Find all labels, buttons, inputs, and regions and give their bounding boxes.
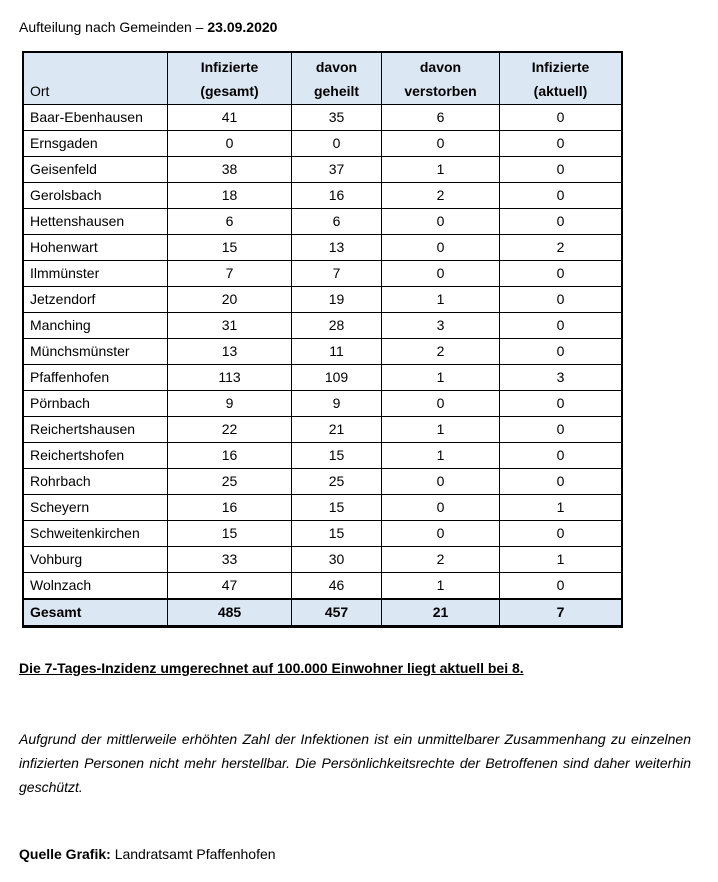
source-line <box>19 846 276 862</box>
total-deceased: 21 <box>382 599 500 626</box>
table-row <box>24 313 622 339</box>
table-row <box>24 573 622 600</box>
cell-recovered: 30 <box>292 547 382 573</box>
cell-infected-current: 0 <box>500 105 622 131</box>
cell-infected-current: 3 <box>500 365 622 391</box>
column-header-infected-total <box>168 53 292 105</box>
table-row <box>24 443 622 469</box>
source-value: Landratsamt Pfaffenhofen <box>110 846 276 862</box>
table-row <box>24 469 622 495</box>
cell-ort: Wolnzach <box>24 573 168 600</box>
cell-ort: Ilmmünster <box>24 261 168 287</box>
cell-ort: Scheyern <box>24 495 168 521</box>
cell-recovered: 109 <box>292 365 382 391</box>
table-row <box>24 261 622 287</box>
cell-infected-current: 0 <box>500 573 622 600</box>
cell-ort: Hohenwart <box>24 235 168 261</box>
cell-infected-total: 15 <box>168 521 292 547</box>
cell-deceased: 0 <box>382 521 500 547</box>
cell-recovered: 21 <box>292 417 382 443</box>
cell-deceased: 0 <box>382 391 500 417</box>
incidence-statement: Die 7-Tages-Inzidenz umgerechnet auf 100.000 Einwohner liegt aktuell bei 8. <box>19 660 524 676</box>
table-row <box>24 391 622 417</box>
cell-deceased: 1 <box>382 417 500 443</box>
cell-infected-total: 16 <box>168 495 292 521</box>
cell-recovered: 13 <box>292 235 382 261</box>
table-row <box>24 183 622 209</box>
cell-recovered: 16 <box>292 183 382 209</box>
cell-infected-total: 9 <box>168 391 292 417</box>
cell-infected-current: 0 <box>500 183 622 209</box>
cell-infected-total: 13 <box>168 339 292 365</box>
cell-infected-current: 0 <box>500 469 622 495</box>
cell-recovered: 35 <box>292 105 382 131</box>
cases-table <box>23 52 622 627</box>
cell-ort: Gerolsbach <box>24 183 168 209</box>
cell-infected-total: 7 <box>168 261 292 287</box>
cell-infected-total: 113 <box>168 365 292 391</box>
column-header-infected-current-line2: (aktuell) <box>533 82 588 99</box>
cell-ort: Reichertshausen <box>24 417 168 443</box>
cell-infected-current: 0 <box>500 131 622 157</box>
cell-infected-total: 0 <box>168 131 292 157</box>
cell-ort: Vohburg <box>24 547 168 573</box>
table-header-row <box>24 53 622 105</box>
cell-recovered: 15 <box>292 521 382 547</box>
column-header-infected-total-line2: (gesamt) <box>200 82 259 99</box>
cell-infected-total: 38 <box>168 157 292 183</box>
cell-recovered: 15 <box>292 495 382 521</box>
column-header-recovered-line1: davon <box>315 58 358 75</box>
cell-recovered: 46 <box>292 573 382 600</box>
cell-ort: Schweitenkirchen <box>24 521 168 547</box>
cell-infected-current: 0 <box>500 521 622 547</box>
table-row <box>24 209 622 235</box>
cell-infected-total: 31 <box>168 313 292 339</box>
cell-infected-total: 15 <box>168 235 292 261</box>
cell-deceased: 1 <box>382 157 500 183</box>
table-row <box>24 287 622 313</box>
cell-infected-current: 0 <box>500 261 622 287</box>
cell-ort: Münchsmünster <box>24 339 168 365</box>
cell-deceased: 0 <box>382 469 500 495</box>
cell-deceased: 0 <box>382 235 500 261</box>
total-recovered: 457 <box>292 599 382 626</box>
cell-ort: Reichertshofen <box>24 443 168 469</box>
cell-deceased: 2 <box>382 547 500 573</box>
cell-ort: Pfaffenhofen <box>24 365 168 391</box>
table-row <box>24 105 622 131</box>
cell-infected-total: 47 <box>168 573 292 600</box>
table-row <box>24 339 622 365</box>
cell-infected-current: 0 <box>500 443 622 469</box>
cell-recovered: 19 <box>292 287 382 313</box>
cell-infected-current: 0 <box>500 209 622 235</box>
cell-recovered: 28 <box>292 313 382 339</box>
column-header-recovered <box>292 53 382 105</box>
cell-infected-current: 1 <box>500 547 622 573</box>
column-header-deceased <box>382 53 500 105</box>
cell-ort: Ernsgaden <box>24 131 168 157</box>
cell-deceased: 3 <box>382 313 500 339</box>
cell-recovered: 6 <box>292 209 382 235</box>
table-row <box>24 547 622 573</box>
cell-infected-current: 0 <box>500 313 622 339</box>
table-row <box>24 235 622 261</box>
cell-deceased: 0 <box>382 495 500 521</box>
column-header-deceased-line2: verstorben <box>404 82 477 99</box>
cell-recovered: 15 <box>292 443 382 469</box>
column-header-infected-total-line1: Infizierte <box>200 58 259 75</box>
title-date: 23.09.2020 <box>207 19 278 35</box>
column-header-recovered-line2: geheilt <box>313 82 360 99</box>
column-header-deceased-line1: davon <box>419 58 462 75</box>
cell-infected-total: 18 <box>168 183 292 209</box>
total-infected-total: 485 <box>168 599 292 626</box>
cell-deceased: 1 <box>382 573 500 600</box>
table-row <box>24 131 622 157</box>
cell-recovered: 0 <box>292 131 382 157</box>
source-label: Quelle Grafik: <box>19 846 111 862</box>
table-row <box>24 521 622 547</box>
cell-deceased: 0 <box>382 209 500 235</box>
cell-infected-total: 22 <box>168 417 292 443</box>
cell-deceased: 1 <box>382 365 500 391</box>
table-row <box>24 365 622 391</box>
cell-ort: Jetzendorf <box>24 287 168 313</box>
cell-ort: Manching <box>24 313 168 339</box>
table-row <box>24 495 622 521</box>
cell-infected-current: 0 <box>500 391 622 417</box>
cell-recovered: 37 <box>292 157 382 183</box>
cell-deceased: 1 <box>382 443 500 469</box>
cell-ort: Hettenshausen <box>24 209 168 235</box>
cell-ort: Rohrbach <box>24 469 168 495</box>
table-row <box>24 417 622 443</box>
total-label: Gesamt <box>24 599 168 626</box>
cell-recovered: 7 <box>292 261 382 287</box>
cell-deceased: 0 <box>382 131 500 157</box>
cell-deceased: 1 <box>382 287 500 313</box>
total-infected-current: 7 <box>500 599 622 626</box>
cell-recovered: 11 <box>292 339 382 365</box>
cell-recovered: 9 <box>292 391 382 417</box>
cell-infected-total: 33 <box>168 547 292 573</box>
privacy-note: Aufgrund der mittlerweile erhöhten Zahl der Infektionen ist ein unmittelbarer Zusammenhang zu einzelnen infizierten Personen nicht mehr herstellbar. Die Persönlichkeitsrechte der Betroffenen sind daher weiterhin geschützt. <box>19 731 691 795</box>
cell-infected-current: 0 <box>500 417 622 443</box>
cell-recovered: 25 <box>292 469 382 495</box>
cell-infected-current: 0 <box>500 287 622 313</box>
cell-infected-total: 16 <box>168 443 292 469</box>
cell-deceased: 0 <box>382 261 500 287</box>
cell-deceased: 6 <box>382 105 500 131</box>
column-header-ort: Ort <box>24 53 168 105</box>
cell-infected-total: 20 <box>168 287 292 313</box>
title-prefix: Aufteilung nach Gemeinden – <box>19 19 208 35</box>
cell-deceased: 2 <box>382 339 500 365</box>
cell-infected-total: 25 <box>168 469 292 495</box>
cell-ort: Geisenfeld <box>24 157 168 183</box>
page-title <box>19 18 277 36</box>
table-row <box>24 157 622 183</box>
table-total-row <box>24 599 622 626</box>
cell-ort: Pörnbach <box>24 391 168 417</box>
column-header-infected-current <box>500 53 622 105</box>
cell-infected-total: 41 <box>168 105 292 131</box>
cell-infected-current: 0 <box>500 339 622 365</box>
cell-infected-current: 0 <box>500 157 622 183</box>
cell-deceased: 2 <box>382 183 500 209</box>
cell-infected-current: 1 <box>500 495 622 521</box>
cell-ort: Baar-Ebenhausen <box>24 105 168 131</box>
cell-infected-total: 6 <box>168 209 292 235</box>
cell-infected-current: 2 <box>500 235 622 261</box>
column-header-infected-current-line1: Infizierte <box>531 58 590 75</box>
